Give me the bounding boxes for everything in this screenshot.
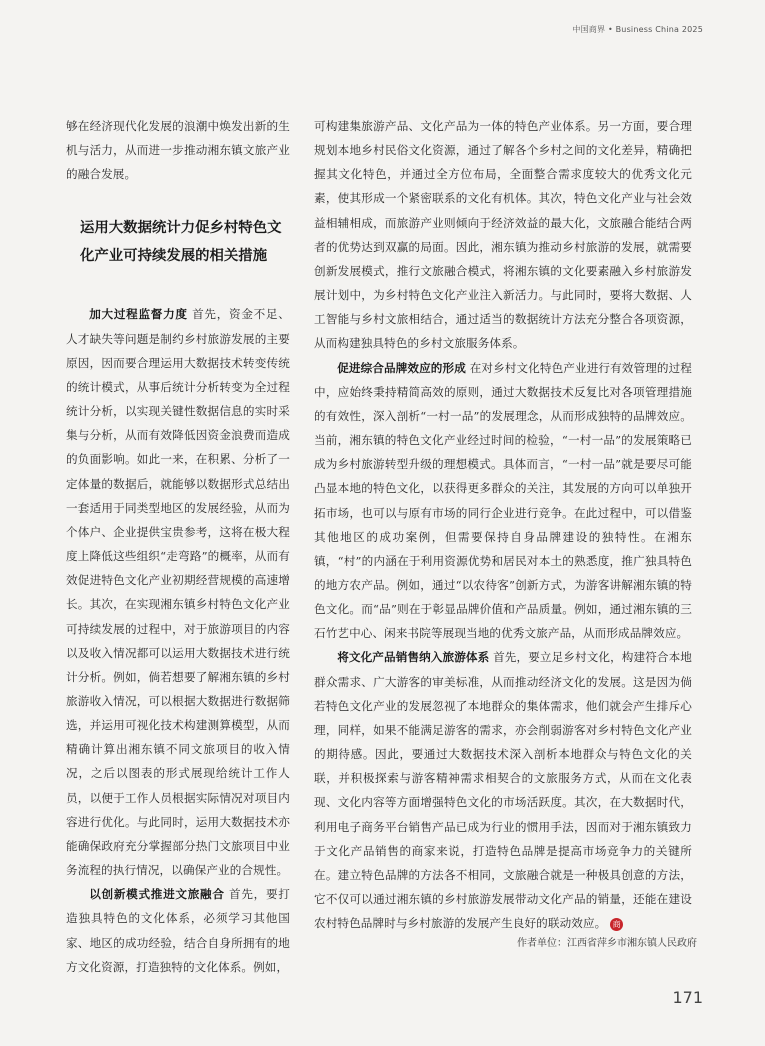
article-end-icon: 商 [610,918,623,931]
paragraph [314,645,692,935]
paragraph [66,302,290,882]
paragraph-body: 在对乡村文化特色产业进行有效管理的过程中，应始终秉持精简高效的原则，通过大数据技术反复比对各项管理措施的有效性，深入剖析“一村一品”的发展理念，从而形成独特的品牌效应。当前，湘东镇的特色文化产业经过时间的检验，“一村一品”的发展策略已成为乡村旅游转型升级的理想模式。具体而言，“一村一品”就是要尽可能凸显本地的特色文化，以获得更多群众的关注，其发展的方向可以单独开拓市场，也可以与原有市场的同行企业进行竞争。在此过程中，可以借鉴其他地区的成功案例，但需要保持自身品牌建设的独特性。在湘东镇，“村”的内涵在于利用资源优势和居民对本土的熟悉度，推广独具特色的地方农产品。例如，通过“以农待客”创新方式，为游客讲解湘东镇的特色文化。而“品”则在于彰显品牌价值和产品质量。例如，通过湘东镇的三石竹艺中心、闲来书院等展现当地的优秀文旅产品，从而形成品牌效应。 [314,360,693,641]
page-number: 171 [672,988,703,1007]
paragraph-lead: 加大过程监督力度 [89,307,188,322]
section-title: 运用大数据统计力促乡村特色文化产业可持续发展的相关措施 [80,220,282,265]
right-column [314,114,692,935]
paragraph-body: 首先，资金不足、人才缺失等问题是制约乡村旅游发展的主要原因，因而要合理运用大数据技术转变传统的统计模式，从事后统计分析转变为全过程统计分析，以实现关键性数据信息的实时采集与分析，从而有效降低因资金浪费而造成的负面影响。如此一来，在积累、分析了一定体量的数据后，就能够以数据形式总结出一套适用于同类型地区的发展经验，从而为个体户、企业提供宝贵参考，这将在极大程度上降低这些组织“走弯路”的概率，从而有效促进特色文化产业初期经营规模的高速增长。其次，在实现湘东镇乡村特色文化产业可持续发展的过程中，对于旅游项目的内容以及收入情况都可以运用大数据技术进行统计分析。例如，倘若想要了解湘东镇的乡村旅游收入情况，可以根据大数据进行数据筛选，并运用可视化技术构建测算模型，从而精确计算出湘东镇不同文旅项目的收入情况，之后以图表的形式展现给统计工作人员，以便于工作人员根据实际情况对项目内容进行优化。与此同时，运用大数据技术亦能确保政府充分掌握部分热门文旅项目中业务流程的执行情况，以确保产业的合规性。 [66,307,290,878]
paragraph: 够在经济现代化发展的浪潮中焕发出新的生机与活力，从而进一步推动湘东镇文旅产业的融合发展。 [66,119,290,182]
paragraph-lead: 将文化产品销售纳入旅游体系 [337,650,490,665]
paragraph-lead: 促进综合品牌效应的形成 [337,360,466,375]
author-affiliation: 作者单位：江西省萍乡市湘东镇人民政府 [517,938,697,949]
left-column [66,114,290,979]
paragraph [66,882,290,979]
paragraph-body: 首先，要打造独具特色的文化体系，必须学习其他国家、地区的成功经验，结合自身所拥有的地方文化资源，打造独特的文化体系。例如， [66,887,290,974]
paragraph-lead: 以创新模式推进文旅融合 [89,887,225,902]
journal-header: 中国商界 • Business China 2025 [572,25,703,34]
paragraph: 可构建集旅游产品、文化产品为一体的特色产业体系。另一方面，要合理规划本地乡村民俗文化资源，通过了解各个乡村之间的文化差异，精确把握其文化特色，并通过全方位布局，全面整合需求度较大的优秀文化元素，使其形成一个紧密联系的文化有机体。其次，特色文化产业与社会效益相辅相成，而旅游产业则倾向于经济效益的最大化，文旅融合能结合两者的优势达到双赢的局面。因此，湘东镇为推动乡村旅游的发展，就需要创新发展模式，推行文旅融合模式，将湘东镇的文化要素融入乡村旅游发展计划中，为乡村特色文化产业注入新活力。与此同时，要将大数据、人工智能与乡村文旅相结合，通过适当的数据统计方法充分整合各项资源，从而构建独具特色的乡村文旅服务体系。 [314,119,692,351]
paragraph [314,356,692,646]
paragraph-body: 首先，要立足乡村文化，构建符合本地群众需求、广大游客的审美标准，从而推动经济文化的发展。这是因为倘若特色文化产业的发展忽视了本地群众的集体需求，他们就会产生排斥心理，同样，如果不能满足游客的需求，亦会削弱游客对乡村特色文化产业的期待感。因此，要通过大数据技术深入剖析本地群众与特色文化的关联，并积极探索与游客精神需求相契合的文旅服务方式，从而在文化表现、文化内容等方面增强特色文化的市场活跃度。其次，在大数据时代，利用电子商务平台销售产品已成为行业的惯用手法，因而对于湘东镇致力于文化产品销售的商家来说，打造特色品牌是提高市场竞争力的关键所在。建立特色品牌的方法各不相同，文旅融合就是一种极具创意的方法，它不仅可以通过湘东镇的乡村旅游发展带动文化产品的销量，还能在建设农村特色品牌时与乡村旅游的发展产生良好的联动效应。 [314,650,692,931]
